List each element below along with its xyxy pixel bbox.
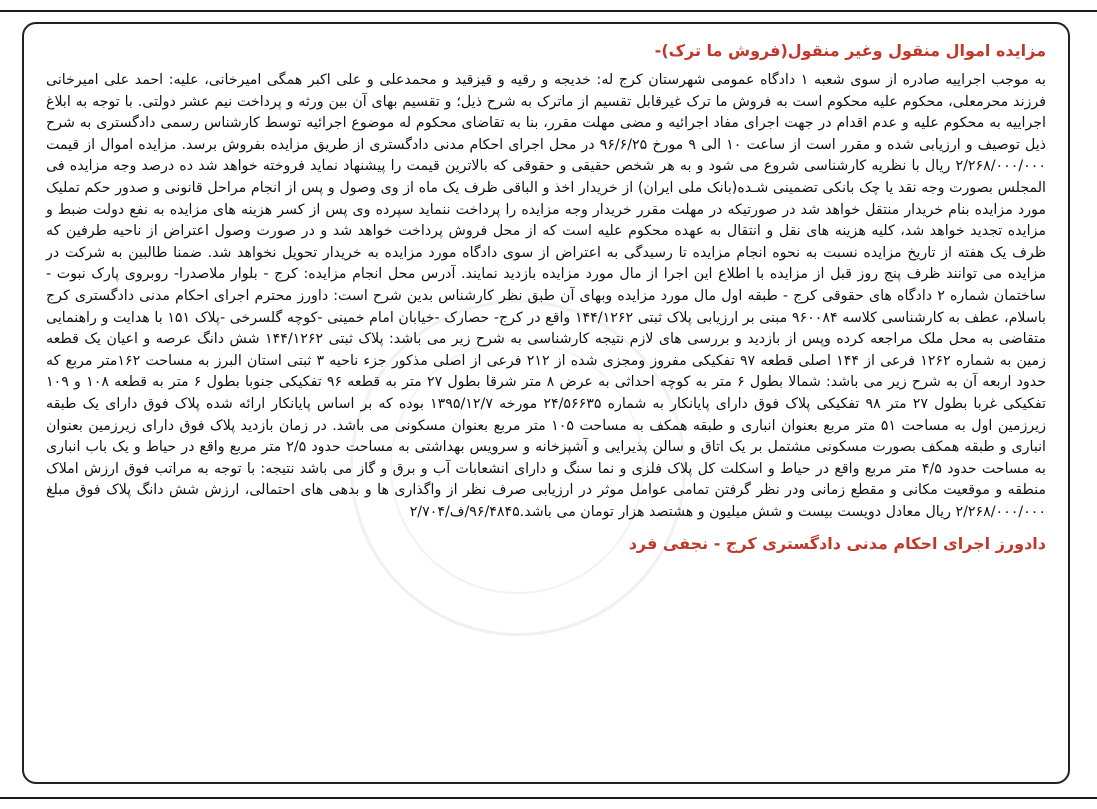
bottom-divider [0,797,1097,809]
top-divider [0,0,1097,12]
notice-signature: دادورز اجرای احکام مدنی دادگستری کرج - نجفی فرد [628,534,1046,554]
notice-frame [22,22,1070,784]
notice-title: مزایده اموال منقول وغیر منقول(فروش ما ترک)- [654,41,1046,60]
notice-body: به موجب اجراییه صادره از سوی شعبه ۱ دادگاه عمومی شهرستان کرج له: خدیجه و رقیه و قیزقید و محمدعلی و علی اکبر همگی امیرخانی، علیه: احمد علی امیرخانی فرزند محرمعلی، محکوم علیه محکوم است به فروش ما ترک غیرقابل تقسیم از ماترک به شرح ذیل؛ و تقسیم بهای آن بین ورثه و پرداخت نیم عشر دولتی. با توجه به ابلاغ اجراییه به محکوم علیه و عدم اقدام در جهت اجرای مفاد اجرائیه و مضی مهلت مقرر، بنا به تقاضای محکوم له موضوع اجرائیه توسط کارشناس رسمی دادگستری به شرح ذیل توصیف و ارزیابی شده و مقرر است از ساعت ۱۰ الی ۹ مورخ ۹۶/۶/۲۵ در محل اجرای احکام مدنی دادگستری از طریق مزایده بفروش برسد. مزایده اموال از قیمت ۲/۲۶۸/۰۰۰/۰۰۰ ریال با نظریه کارشناسی شروع می شود و به هر شخص حقیقی و حقوقی که بالاترین قیمت را پیشنهاد نماید فروخته خواهد شد ده درصد وجه مزایده فی المجلس بصورت وجه نقد یا چک بانکی تضمینی شـده(بانک ملی ایران) از خریدار اخذ و الباقی ظرف یک ماه از وی وصول و پس از انجام مراحل قانونی و صدور حکم تملیک مورد مزایده بنام خریدار منتقل خواهد شد در صورتیکه در مهلت مقرر خریدار وجه مزایده را پرداخت ننماید سپرده وی پس از کسر هزینه های مزایده به نفع دولت ضبط و مزایده تجدید خواهد شد، کلیه هزینه های نقل و انتقال به عهده محکوم علیه است که از محل فروش پرداخت خواهد شد و در صورت وصول اعتراض از ناحیه طرفین که ظرف یک هفته از تاریخ مزایده نسبت به نحوه انجام مزایده تا رسیدگی به اعتراض از سوی دادگاه مورد مزایده به خریدار تحویل نخواهد شد. ضمنا طالبین به شرکت در مزایده می توانند ظرف پنج روز قبل از مزایده با اطلاع این اجرا از مال مورد مزایده بازدید نمایند. آدرس محل انجام مزایده: کرج - بلوار ملاصدرا- روبروی پارک نبوت - ساختمان شماره ۲ دادگاه های حقوقی کرج - طبقه اول مال مورد مزایده وبهای آن طبق نظر کارشناس بدین شرح است: داورز محترم اجرای احکام مدنی دادگستری کرج باسلام، عطف به کارشناسی کلاسه ۹۶۰۰۸۴ مبنی بر ارزیابی پلاک ثبتی ۱۴۴/۱۲۶۲ واقع در کرج- حصارک -خیابان امام خمینی -کوچه گلسرخی -پلاک ۱۵۱ با هدایت و راهنمایی متقاضی به محل ملک مراجعه کرده وپس از بازدید و بررسی های لازم نتیجه کارشناسی به شرح زیر می باشد: پلاک ثبتی ۱۴۴/۱۲۶۲ شش دانگ عرصه و اعیان یک قطعه زمین به شماره ۱۲۶۲ فرعی از ۱۴۴ اصلی قطعه ۹۷ تفکیکی مفروز ومجزی شده از ۲۱۲ فرعی از اصلی مذکور جزء ناحیه ۳ ثبتی استان البرز به مساحت ۱۶۲متر مربع که حدود اربعه آن به شرح زیر می باشد: شمالا بطول ۶ متر به کوچه احداثی به عرض ۸ متر شرقا بطول ۲۷ متر به قطعه ۹۶ تفکیکی جنوبا بطول ۶ متر به قطعه ۱۰۸ و ۱۰۹ تفکیکی غربا بطول ۲۷ متر ۹۸ تفکیکی پلاک فوق دارای پایانکار به شماره ۲۴/۵۶۶۳۵ مورخه ۱۳۹۵/۱۲/۷ بوده که بر اساس پایانکار ارائه شده پلاک فوق دارای یک طبقه زیرزمین اول به مساحت ۵۱ متر مربع بعنوان انباری و طبقه همکف به مساحت ۱۰۵ متر مربع بعنوان مسکونی می باشد. در زمان بازدید پلاک فوق دارای زیرزمین بعنوان انباری و طبقه همکف بصورت مسکونی مشتمل بر یک اتاق و سالن پذیرایی و آشپزخانه و سرویس بهداشتی به مساحت حدود ۲/۵ متر مربع واقع در حیاط و یک باب انباری به مساحت حدود ۴/۵ متر مربع واقع در حیاط و اسکلت کل پلاک فلزی و نما سنگ و دارای انشعابات آب و برق و گاز می باشد نتیجه: با توجه به مراتب فوق ارزش املاک منطقه و موقعیت مکانی و مقطع زمانی ودر نظر گرفتن تمامی عوامل موثر در ارزیابی صرف نظر از واگذاری ها و بدهی های احتمالی، ارزش شش دانگ پلاک فوق مبلغ ۲/۲۶۸/۰۰۰/۰۰۰ ریال معادل دویست بیست و شش میلیون و هشتصد هزار تومان می باشد.۹۶/۴۸۴۵/ف/۲/۷۰۴ [46,72,1046,520]
